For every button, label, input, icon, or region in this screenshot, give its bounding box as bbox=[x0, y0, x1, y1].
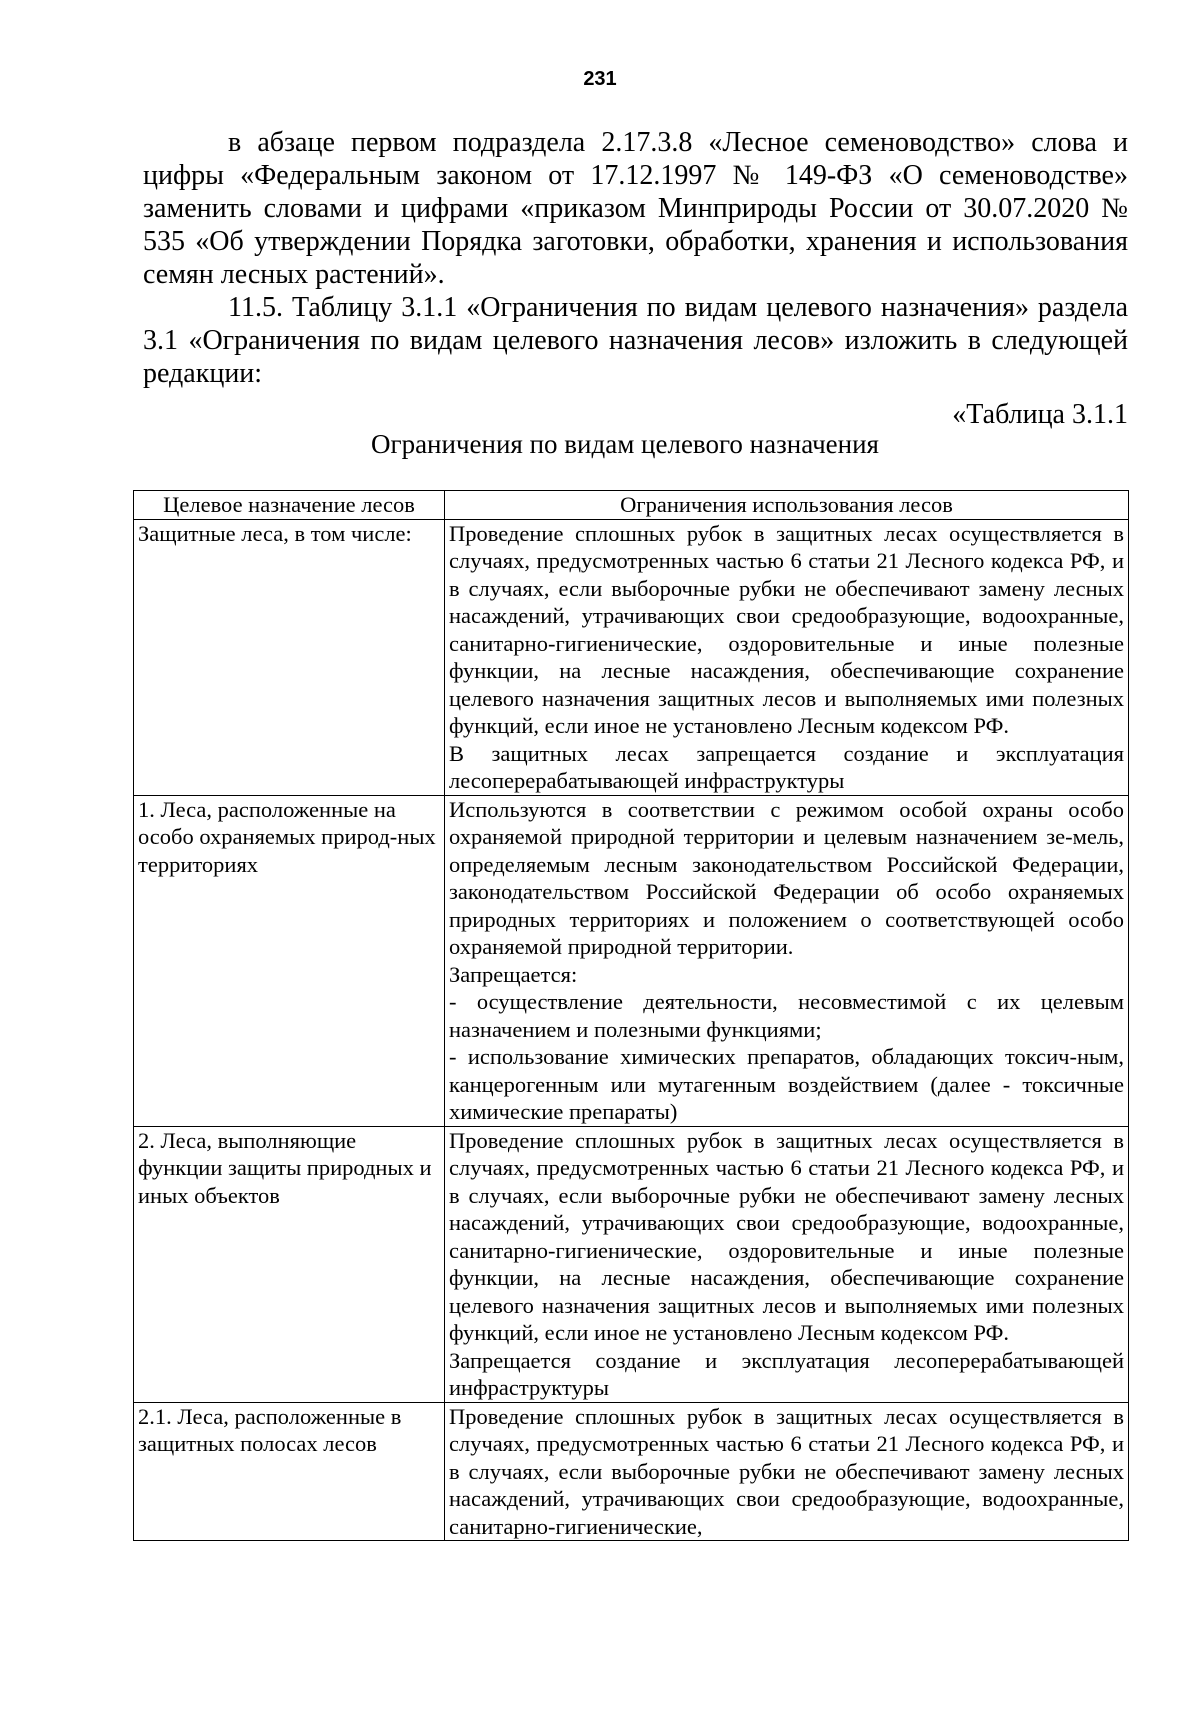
purpose-cell: 2. Леса, выполняющие функции защиты природных и иных объектов bbox=[134, 1126, 445, 1402]
restrictions-cell bbox=[445, 1402, 1129, 1541]
restrictions-cell bbox=[445, 1126, 1129, 1402]
restriction-text: В защитных лесах запрещается создание и эксплуатация лесоперерабатывающей инфраструктуры bbox=[449, 740, 1124, 793]
purpose-cell: 1. Леса, расположенные на особо охраняемых природ-ных территориях bbox=[134, 795, 445, 1126]
paragraph-amendment-2-17-3-8: в абзаце первом подраздела 2.17.3.8 «Лесное семеноводство» слова и цифры «Федеральным законом от 17.12.1997 № 149-ФЗ «О семеноводстве» заменить словами и цифрами «приказом Минприроды России от 30.07.2020 № 535 «Об утверждении Порядка заготовки, обработки, хранения и использования семян лесных растений». bbox=[143, 127, 1128, 290]
table-title: Ограничения по видам целевого назначения bbox=[371, 429, 879, 459]
body-text bbox=[143, 126, 1128, 431]
restriction-text: Запрещается создание и эксплуатация лесоперерабатывающей инфраструктуры bbox=[449, 1347, 1124, 1400]
table-row bbox=[134, 795, 1129, 1126]
restriction-text: Проведение сплошных рубок в защитных лесах осуществляется в случаях, предусмотренных частью 6 статьи 21 Лесного кодекса РФ, и в случаях, если выборочные рубки не обеспечивают замену лесных насаждений, утрачивающих свои средообразующие, водоохранные, санитарно-гигиенические, оздоровительные и иные полезные функции, на лесные насаждения, обеспечивающие сохранение целевого назначения защитных лесов и выполняемых ими полезных функций, если иное не установлено Лесным кодексом РФ. bbox=[449, 520, 1124, 738]
table-row bbox=[134, 1126, 1129, 1402]
restrictions-table bbox=[133, 490, 1129, 1541]
restriction-text: - осуществление деятельности, несовместимой с их целевым назначением и полезными функциями; bbox=[449, 989, 1124, 1042]
header-restrictions: Ограничения использования лесов bbox=[445, 491, 1129, 520]
restriction-text: Проведение сплошных рубок в защитных лесах осуществляется в случаях, предусмотренных частью 6 статьи 21 Лесного кодекса РФ, и в случаях, если выборочные рубки не обеспечивают замену лесных насаждений, утрачивающих свои средообразующие, водоохранные, санитарно-гигиенические, bbox=[449, 1403, 1124, 1539]
purpose-cell: 2.1. Леса, расположенные в защитных полосах лесов bbox=[134, 1402, 445, 1541]
table-label: «Таблица 3.1.1 bbox=[952, 399, 1128, 430]
restriction-text: - использование химических препаратов, обладающих токсич-ным, канцерогенным или мутагенным воздействием (далее - токсичные химические препараты) bbox=[449, 1044, 1124, 1124]
purpose-cell: Защитные леса, в том числе: bbox=[134, 519, 445, 795]
table-row bbox=[134, 1402, 1129, 1541]
paragraph-11-5: 11.5. Таблицу 3.1.1 «Ограничения по видам целевого назначения» раздела 3.1 «Ограничения по видам целевого назначения лесов» изложить в следующей редакции: bbox=[143, 292, 1128, 389]
header-purpose: Целевое назначение лесов bbox=[134, 491, 445, 520]
restrictions-cell bbox=[445, 795, 1129, 1126]
table-row bbox=[134, 519, 1129, 795]
restriction-text: Запрещается: bbox=[449, 961, 578, 987]
restriction-text: Проведение сплошных рубок в защитных лесах осуществляется в случаях, предусмотренных частью 6 статьи 21 Лесного кодекса РФ, и в случаях, если выборочные рубки не обеспечивают замену лесных насаждений, утрачивающих свои средообразующие, водоохранные, санитарно-гигиенические, оздоровительные и иные полезные функции, на лесные насаждения, обеспечивающие сохранение целевого назначения защитных лесов и выполняемых ими полезных функций, если иное не установлено Лесным кодексом РФ. bbox=[449, 1127, 1124, 1345]
table-header-row bbox=[134, 491, 1129, 520]
restriction-text: Используются в соответствии с режимом особой охраны особо охраняемой природной территории и целевым назначением зе-мель, определяемым лесным законодательством Российской Федерации, законодательством Российской Федерации об особо охраняемых природных территориях и положением о соответствующей особо охраняемой природной территории. bbox=[449, 796, 1124, 959]
page-number: 231 bbox=[583, 68, 617, 90]
restrictions-cell bbox=[445, 519, 1129, 795]
